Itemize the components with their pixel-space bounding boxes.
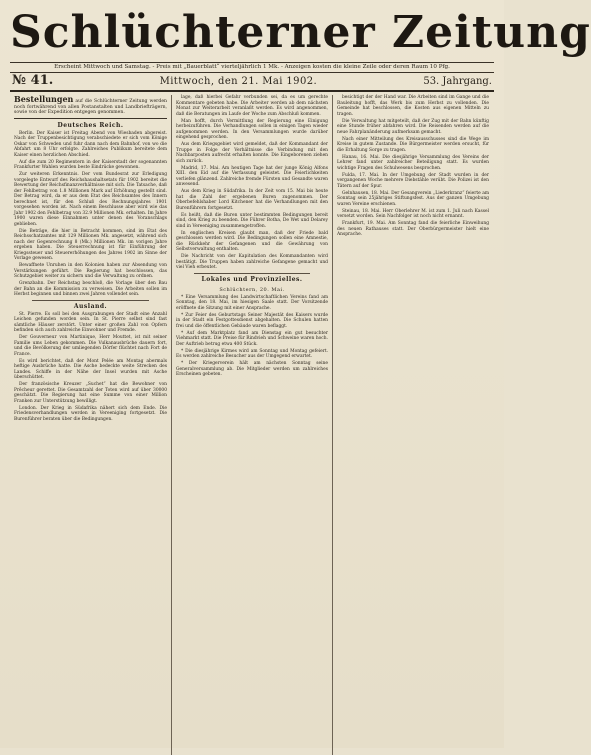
section-title-lokales: Lokales und Provinzielles. bbox=[201, 275, 303, 283]
article-paragraph: St. Pierre. Es soll bei den Ausgrabungen der Stadt eine Anzahl Leichen gefunden worden sein. In St. Pierre selbst sind fast sämtliche Häuser zerstört. Unter einer großen Zahl von Opfern befinden sich auch zahlreiche Einwohner und Fremde. bbox=[14, 311, 167, 334]
article-paragraph: * Zur Feier des Geburtstags Seiner Majestät des Kaisers wurde in der Stadt ein Festgottesdienst abgehalten. Die Schulen hatten frei und die öffentlichen Gebäude waren beflaggt. bbox=[176, 312, 328, 329]
divider bbox=[194, 273, 310, 274]
article-paragraph: * Die diesjährige Kirmes wird am Sonntag und Montag gefeiert. Es werden zahlreiche Besucher aus der Umgegend erwartet. bbox=[176, 348, 328, 359]
column-3 bbox=[332, 95, 493, 755]
section-title-reich: Deutsches Reich. bbox=[57, 121, 124, 129]
article-paragraph: Auf die zum 20 Regimentern in der Kaiserstadt der sogenannten Frankfurter Wahlen wurden beste Eindrücke gewonnen. bbox=[14, 159, 167, 171]
dateline: Schlüchtern, 20. Mai. bbox=[219, 286, 285, 293]
subscription-text: auf die Schlüchterner Zeitung werden noch fortwährend von allen Postanstalten und Landbriefträgern, sowie von der Expedition entgegen genommen. bbox=[14, 99, 167, 116]
article-paragraph: Der Gouverneur von Martinique, Herr Mouttet, ist mit seiner Familie ums Leben gekommen. Die Vulkanausbrüche dauern fort, und die Bevölkerung der umliegenden Dörfer flüchtet nach Fort de France. bbox=[14, 335, 167, 357]
article-paragraph: In englischen Kreisen glaubt man, daß der Friede bald geschlossen werden wird. Die Bedingungen sollen eine Amnestie, die Rückkehr der Gefangenen und die Gewährung von Selbstverwaltung enthalten. bbox=[176, 230, 328, 252]
article-paragraph: Die Beträge, die hier in Betracht kommen, sind im Etat des Reichsschatzamtes mit 129 Millionen Mk. angesetzt, während sich nach der Gegenrechnung 8 (Mk.) Millionen Mk. im vorigen Jahre ergeben haben. Die Steuerrechnung ist für Einführung der Kriegssteuer und Steuererhöhungen des Jahres 1902 im Sinne der Vorlage gewesen. bbox=[14, 228, 167, 262]
col3-paragraphs bbox=[337, 95, 489, 238]
article-paragraph: lage, daß hierbei Gefahr verbunden sei, da es um gerechte Kommentare gebeten habe. Die Arbeiter werden ab dem nächsten Monat zur Weiterarbeit veranlaßt werden. Es wird angenommen, daß die Beratungen im Laufe der Woche zum Abschluß kommen. bbox=[176, 95, 328, 117]
section-title-ausland: Ausland. bbox=[73, 302, 108, 310]
issue-year: 53. Jahrgang. bbox=[423, 76, 492, 87]
article-paragraph: besichtigt der der Hand war. Die Arbeiten sind im Gange und die Bauleitung hofft, das Werk bis zum Herbst zu vollenden. Die Gemeinde hat beschlossen, die Kosten aus eigenen Mitteln zu tragen. bbox=[337, 95, 489, 117]
col2-paragraphs-2 bbox=[176, 295, 328, 378]
article-paragraph: * Eine Versammlung des Landwirtschaftlichen Vereins fand am Sonntag, den 18. Mai, im hiesigen Saale statt. Der Vorsitzende eröffnete die Sitzung mit einer Ansprache. bbox=[176, 294, 328, 311]
article-paragraph: Fulda, 17. Mai. In der Umgebung der Stadt wurden in der vergangenen Woche mehrere Diebstähle verübt. Die Polizei ist den Tätern auf der Spur. bbox=[337, 172, 489, 189]
col1-paragraphs-2 bbox=[14, 312, 167, 423]
issue-bar bbox=[10, 73, 494, 92]
col2-paragraphs bbox=[176, 95, 328, 271]
article-paragraph: Aus dem Kriegsgebiet wird gemeldet, daß der Kommandant der Truppe in Folge der Verhältnisse die Verbindung mit den Nachbarposten aufrecht erhalten konnte. Die Eingeborenen ziehen sich zurück. bbox=[176, 142, 328, 164]
article-paragraph: Bewaffnete Unruhen in den Kolonien haben zur Absendung von Verstärkungen geführt. Die Regierung hat beschlossen, das Schutzgebiet weiter zu sichern und die Verwaltung zu ordnen. bbox=[14, 263, 167, 280]
col1-paragraphs bbox=[14, 131, 167, 298]
masthead-subline: Erscheint Mittwoch und Samstag. - Preis mit „Bauerblatt“ vierteljährlich 1 Mk. - Anzeigen kosten die kleine Zeile oder deren Raum 10 Pfg. bbox=[10, 62, 494, 73]
column-2 bbox=[171, 95, 332, 755]
article-paragraph: Zur weiteren Erkenntnis. Der vom Bundesrat zur Erledigung vorgelegte Entwurf des Reichshaushaltsetats für 1902 bereitet die Bewertung der Reichsfinanzverhältnisse mit sich. Die Tatsache, daß der Fehlbetrag von 1.8 Millionen Mark auf Erhöhung gestellt sind. Der Betrag wird, da er aus dem Etat des Reichsamtes des Innern berechnet ist, für den Schluß des Rechnungsjahres 1901 vorgesehen worden ist. Nach einem Beschlusse aber wird wie das Jahr 1902 den Fehlbetrag von 32.9 Millionen Mk. erhalten. Im Jahre 1900 waren diese Einnahmen unter denen des Voranschlags geblieben. bbox=[14, 172, 167, 227]
article-paragraph: * Der Kriegerverein hält am nächsten Sonntag seine Generalversammlung ab. Die Mitglieder werden um zahlreiches Erscheinen gebeten. bbox=[176, 361, 328, 377]
article-paragraph: London. Der Krieg in Südafrika nähert sich dem Ende. Die Friedensverhandlungen werden in Vereeniging fortgesetzt. Die Burenführer beraten über die Bedingungen. bbox=[14, 405, 167, 422]
article-paragraph: Steinau, 18. Mai. Herr Oberlehrer M. ist zum 1. Juli nach Kassel versetzt worden. Sein Nachfolger ist noch nicht ernannt. bbox=[337, 208, 489, 219]
issue-date: Mittwoch, den 21. Mai 1902. bbox=[159, 76, 318, 87]
article-paragraph: Aus dem Krieg in Südafrika. In der Zeit vom 15. Mai bis heute hat die Zahl der ergebenen Buren zugenommen. Der Oberbefehlshaber Lord Kitchener hat die Verhandlungen mit den Burenführern fortgesetzt. bbox=[176, 189, 328, 211]
article-paragraph: * Auf dem Marktplatz fand am Dienstag ein gut besuchter Viehmarkt statt. Die Preise für Rindvieh und Schweine waren hoch. Der Auftrieb betrug etwa 400 Stück. bbox=[176, 330, 328, 347]
article-paragraph: Die Nachricht von der Kapitulation des Kommandanten wird bestätigt. Die Truppen haben zahlreiche Gefangene gemacht und viel Vieh erbeutet. bbox=[176, 254, 328, 270]
article-paragraph: Die Verwaltung hat mitgeteilt, daß der Zug mit der Bahn künftig eine Stunde früher abfahren wird. Die Reisenden werden auf die neue Fahrplanänderung aufmerksam gemacht. bbox=[337, 118, 489, 135]
article-paragraph: Hanau, 16. Mai. Die diesjährige Versammlung des Vereins der Lehrer fand unter zahlreicher Beteiligung statt. Es wurden wichtige Fragen des Schulwesens besprochen. bbox=[337, 154, 489, 171]
divider bbox=[32, 300, 149, 301]
article-paragraph: Gelnhausen, 18. Mai. Der Gesangverein „Liederkranz“ feierte am Sonntag sein 25jähriges Stiftungsfest. Aus der ganzen Umgebung waren Vereine erschienen. bbox=[337, 190, 489, 207]
article-paragraph: Berlin. Der Kaiser ist Freitag Abend von Wiesbaden abgereist. Nach der Truppenbesichtigung verabschiedete er sich vom Könige Oskar von Schweden und fuhr dann nach dem Bahnhof, von wo die Abfahrt um 8 Uhr erfolgte. Zahlreiches Publikum bereitete dem Kaiser einen herzlichen Abschied. bbox=[14, 130, 167, 158]
subscription-notice bbox=[14, 95, 167, 119]
article-paragraph: Es heißt, daß die Buren unter bestimmten Bedingungen bereit sind, den Krieg zu beenden. Die Führer Botha, De Wet und Delarey sind in Vereeniging zusammengetroffen. bbox=[176, 212, 328, 229]
masthead-title: Schlüchterner Zeitung bbox=[10, 7, 591, 58]
article-paragraph: Der französische Kreuzer „Suchet“ hat die Bewohner von Prêcheur gerettet. Die Gesamtzahl der Toten wird auf über 30000 geschätzt. Die Regierung hat eine Summe von einer Million Franken zur Unterstützung bewilligt. bbox=[14, 382, 167, 404]
article-paragraph: Frankfurt, 19. Mai. Am Sonntag fand die feierliche Einweihung des neuen Rathauses statt. Der Oberbürgermeister hielt eine Ansprache. bbox=[337, 221, 489, 237]
issue-number: № 41. bbox=[12, 73, 54, 88]
article-paragraph: Madrid, 17. Mai. Am heutigen Tage hat der junge König Alfons XIII. den Eid auf die Verfassung geleistet. Die Feierlichkeiten verliefen glänzend. Zahlreiche fremde Fürsten und Gesandte waren anwesend. bbox=[176, 165, 328, 187]
article-paragraph: Nach einer Mitteilung des Kreisausschusses sind die Wege im Kreise in gutem Zustande. Die Bürgermeister werden ersucht, für die Erhaltung Sorge zu tragen. bbox=[337, 136, 489, 153]
article-paragraph: Grenzbahn. Der Reichstag beschloß, die Vorlage über den Bau der Bahn an die Kommission zu verweisen. Die Arbeiten sollen im Herbst beginnen und binnen zwei Jahren vollendet sein. bbox=[14, 281, 167, 298]
article-paragraph: Es wird berichtet, daß der Mont Pelée am Montag abermals heftige Ausbrüche hatte. Die Asche bedeckte weite Strecken des Landes. Schiffe in der Nähe der Insel wurden mit Asche überschüttet. bbox=[14, 358, 167, 381]
subscription-heading: Bestellungen bbox=[14, 94, 74, 104]
article-columns bbox=[10, 95, 494, 755]
column-1 bbox=[10, 95, 171, 755]
article-paragraph: Man hofft, durch Vermittlung der Regierung eine Einigung herbeizuführen. Die Verhandlungen sollen in einigen Tagen wieder aufgenommen werden. In den Versammlungen wurde darüber eingehend gesprochen. bbox=[176, 118, 328, 140]
